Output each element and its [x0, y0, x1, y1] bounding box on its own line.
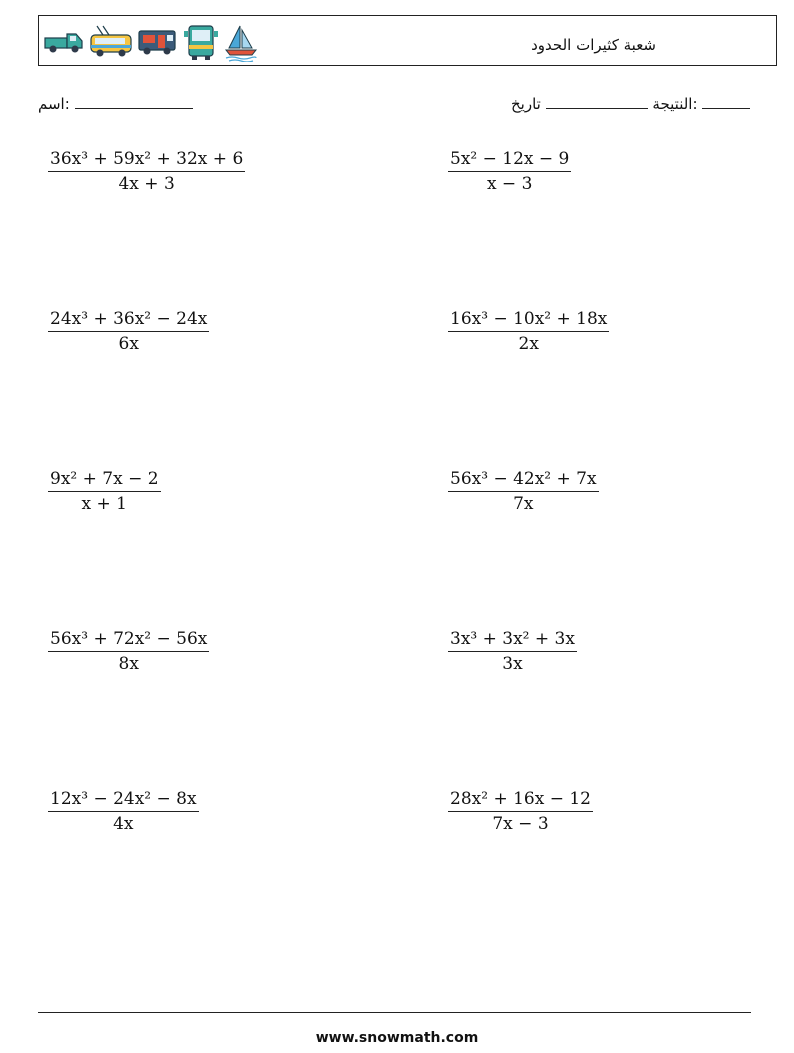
- pickup-truck-icon: [43, 28, 85, 56]
- date-score-field: [511, 94, 750, 113]
- denominator: 8x: [118, 654, 139, 674]
- problem-10: [448, 789, 593, 834]
- denominator: 3x: [502, 654, 523, 674]
- denominator: 2x: [518, 334, 539, 354]
- denominator: 4x: [113, 814, 134, 834]
- numerator: 56x³ + 72x² − 56x: [48, 629, 209, 652]
- numerator: 36x³ + 59x² + 32x + 6: [48, 149, 245, 172]
- score-blank[interactable]: [546, 94, 648, 109]
- footer-divider: [38, 1012, 751, 1013]
- footer-website[interactable]: www.snowmath.com: [315, 1030, 479, 1046]
- problem-4: [448, 309, 609, 354]
- problem-6: [448, 469, 599, 514]
- numerator: 24x³ + 36x² − 24x: [48, 309, 209, 332]
- sailboat-icon: [223, 22, 259, 62]
- problem-3: [48, 309, 209, 354]
- denominator: x + 1: [81, 494, 127, 514]
- denominator: 6x: [118, 334, 139, 354]
- denominator: 7x − 3: [492, 814, 549, 834]
- name-label: اسم:: [38, 95, 70, 113]
- numerator: 9x² + 7x − 2: [48, 469, 161, 492]
- numerator: 16x³ − 10x² + 18x: [448, 309, 609, 332]
- problem-2: [448, 149, 571, 194]
- bus-front-icon: [183, 23, 219, 61]
- problem-1: [48, 149, 245, 194]
- camper-van-icon: [137, 27, 179, 57]
- problem-8: [448, 629, 577, 674]
- numerator: 28x² + 16x − 12: [448, 789, 593, 812]
- numerator: 5x² − 12x − 9: [448, 149, 571, 172]
- trolleybus-icon: [89, 25, 133, 59]
- numerator: 12x³ − 24x² − 8x: [48, 789, 199, 812]
- name-blank[interactable]: [75, 94, 193, 109]
- header-box: [38, 15, 777, 66]
- denominator: 4x + 3: [118, 174, 175, 194]
- worksheet-title: شعبة كثيرات الحدود: [531, 36, 656, 54]
- problem-9: [48, 789, 199, 834]
- numerator: 3x³ + 3x² + 3x: [448, 629, 577, 652]
- numerator: 56x³ − 42x² + 7x: [448, 469, 599, 492]
- name-field: [38, 94, 193, 113]
- problem-7: [48, 629, 209, 674]
- denominator: 7x: [513, 494, 534, 514]
- date-label: تاريخ:: [511, 95, 698, 113]
- date-blank[interactable]: [702, 94, 750, 109]
- icon-strip: [43, 22, 259, 62]
- problem-5: [48, 469, 161, 514]
- denominator: x − 3: [486, 174, 533, 194]
- score-label: النتيجة: [652, 95, 693, 113]
